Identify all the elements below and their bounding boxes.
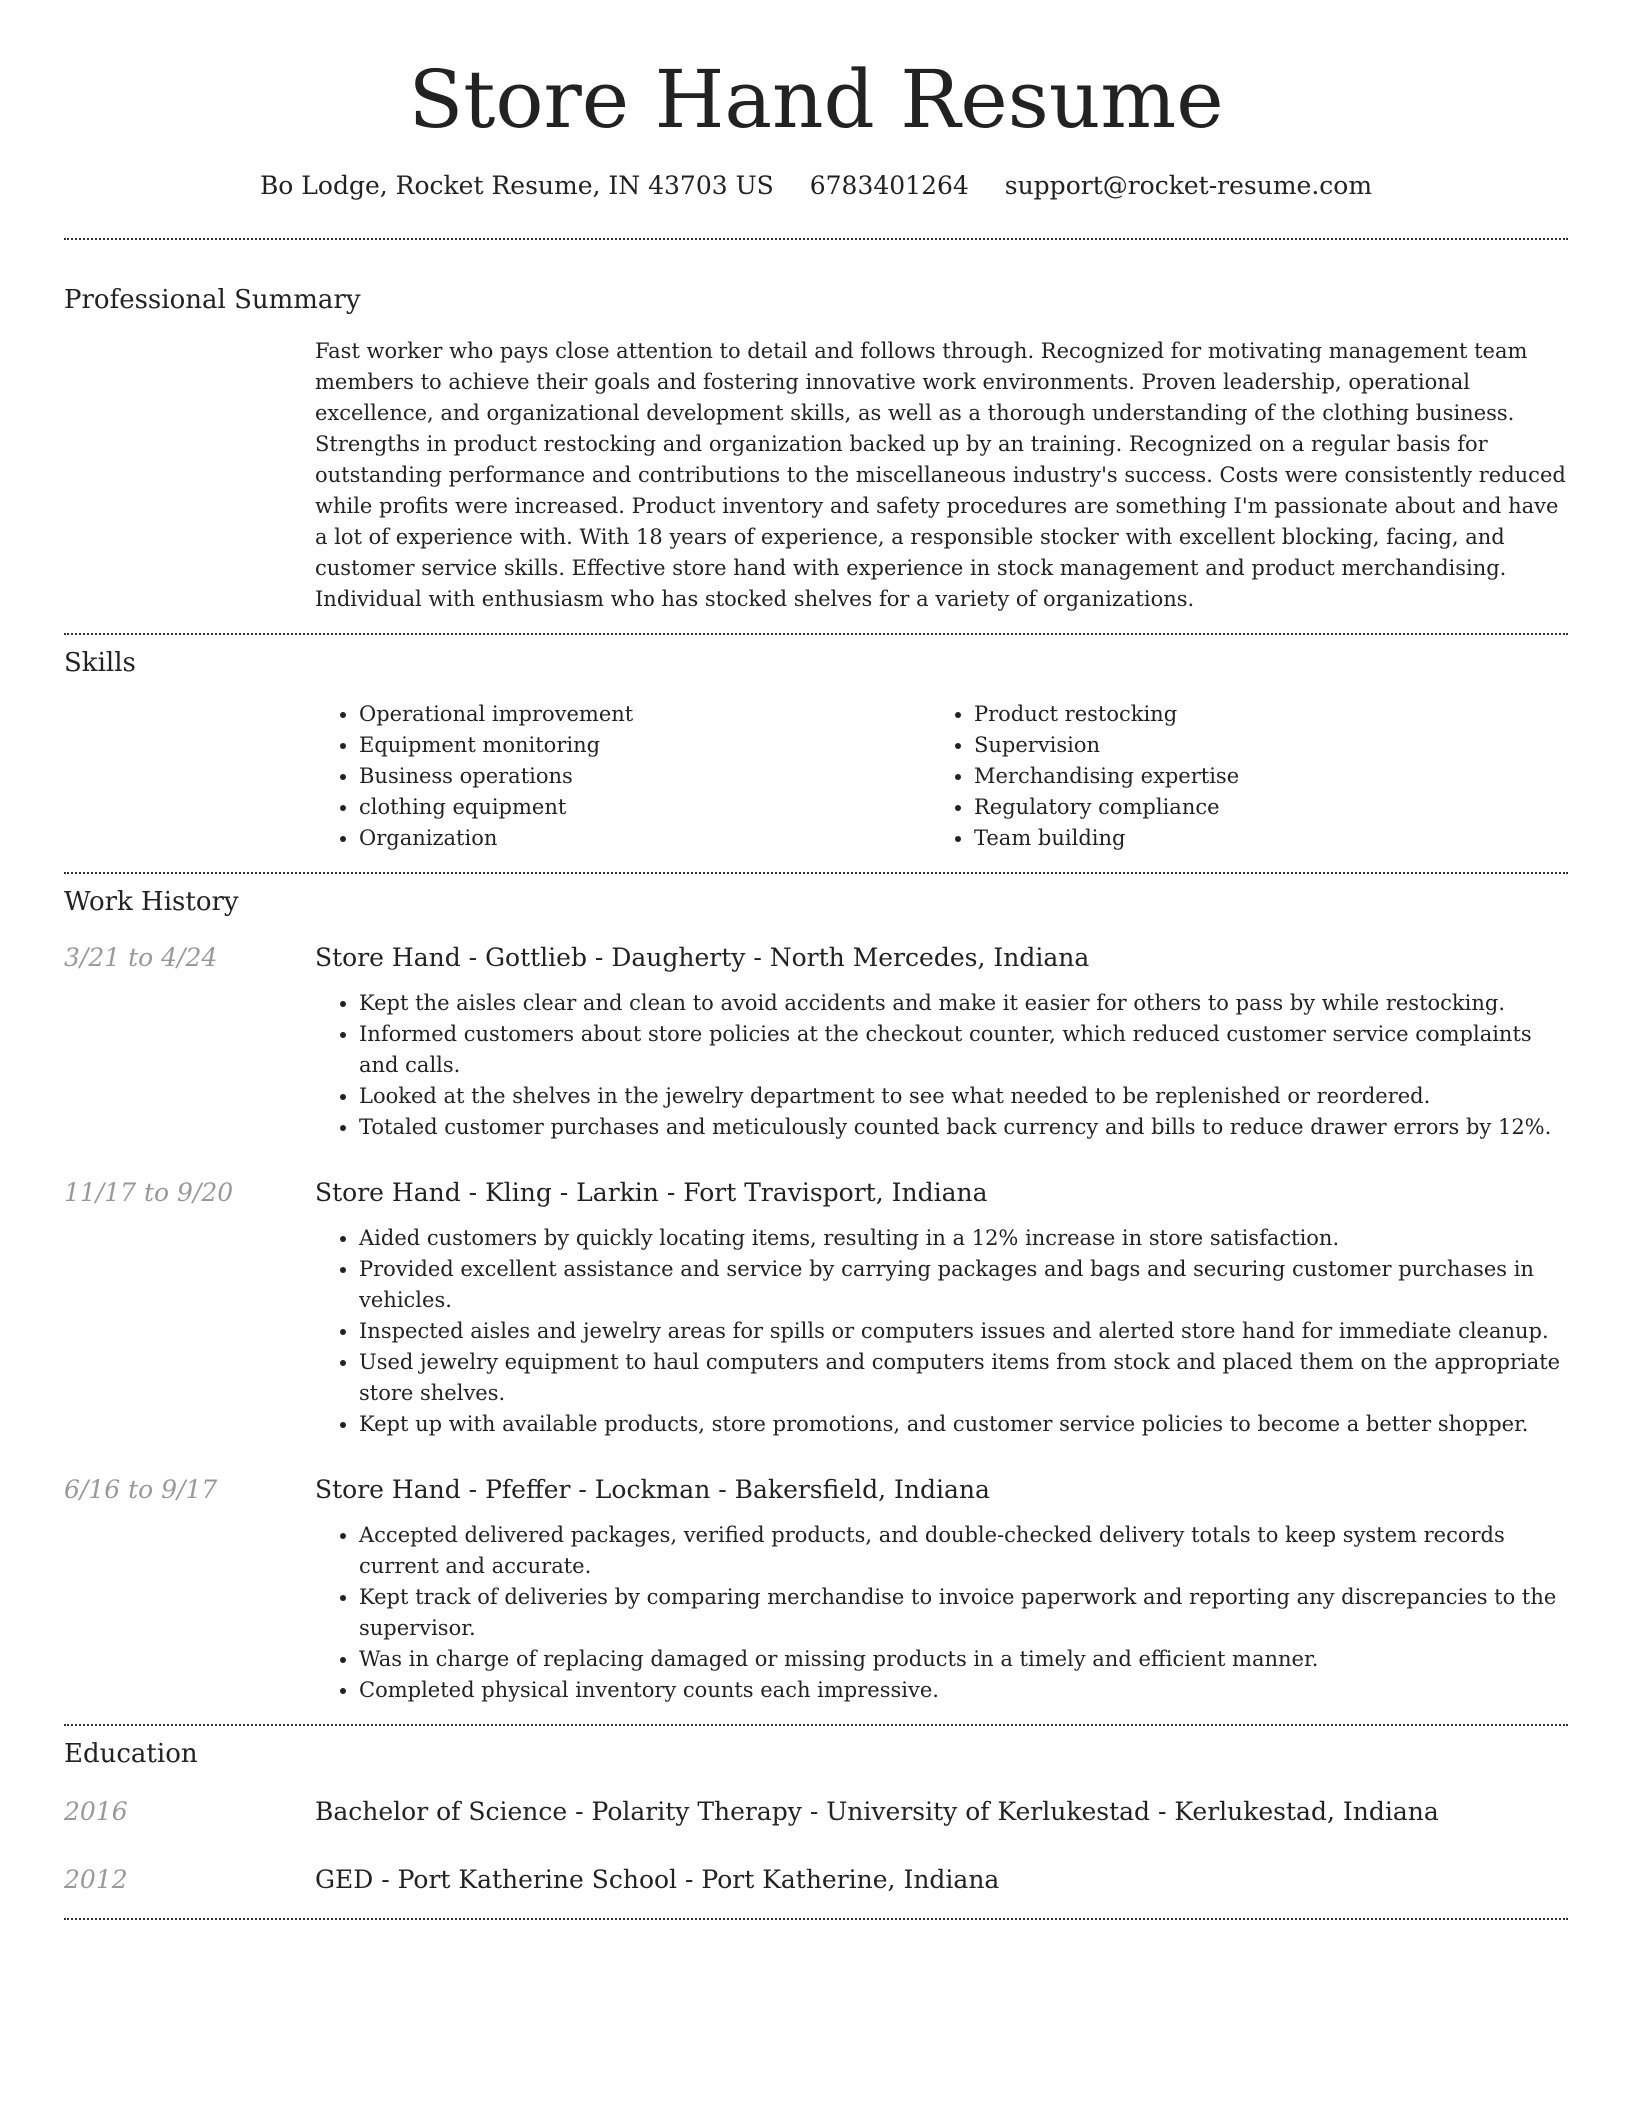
job-dates: 3/21 to 4/24 bbox=[64, 943, 218, 972]
skills-heading: Skills bbox=[64, 648, 136, 678]
contact-phone: 6783401264 bbox=[809, 171, 969, 200]
job-bullet: • Kept up with available products, store promotions, and customer service policies to become a better shopper. bbox=[359, 1409, 1568, 1440]
contact-email: support@rocket-resume.com bbox=[1004, 171, 1373, 200]
skill-item: • Operational improvement bbox=[359, 699, 930, 730]
divider bbox=[64, 1724, 1568, 1726]
job-dates: 6/16 to 9/17 bbox=[64, 1475, 218, 1504]
job-entry bbox=[64, 1175, 1568, 1440]
summary-text: Fast worker who pays close attention to detail and follows through. Recognized for motivating management team members to achieve their goals and fostering innovative work environments. Proven leadership, operational excellence, and organizational development skills, as well as a thorough understanding of the clothing business. Strengths in product restocking and organization backed up by an training. Recognized on a regular basis for outstanding performance and contributions to the miscellaneous industry's success. Costs were consistently reduced while profits were increased. Product inventory and safety procedures are something I'm passionate about and have a lot of experience with. With 18 years of experience, a responsible stocker with excellent blocking, facing, and customer service skills. Effective store hand with experience in stock management and product merchandising. Individual with enthusiasm who has stocked shelves for a variety of organizations. bbox=[315, 339, 1566, 611]
skill-item: • Team building bbox=[974, 823, 1545, 854]
contact-line bbox=[64, 168, 1568, 204]
skill-item: • Equipment monitoring bbox=[359, 730, 930, 761]
skill-item: • Regulatory compliance bbox=[974, 792, 1545, 823]
summary-heading: Professional Summary bbox=[64, 285, 361, 315]
divider bbox=[64, 1918, 1568, 1920]
job-title: Store Hand - Pfeffer - Lockman - Bakersfield, Indiana bbox=[315, 1475, 990, 1504]
skills-column-right bbox=[930, 699, 1545, 854]
resume-title: Store Hand Resume bbox=[408, 53, 1224, 146]
skills-list bbox=[315, 699, 1568, 854]
divider bbox=[64, 872, 1568, 874]
divider bbox=[64, 633, 1568, 635]
job-title: Store Hand - Kling - Larkin - Fort Travisport, Indiana bbox=[315, 1178, 988, 1207]
education-year: 2016 bbox=[64, 1797, 128, 1826]
job-details bbox=[315, 1472, 1568, 1706]
job-details bbox=[315, 940, 1568, 1143]
education-entry bbox=[64, 1862, 1568, 1898]
job-entry bbox=[64, 940, 1568, 1143]
job-bullet: • Looked at the shelves in the jewelry department to see what needed to be replenished or reordered. bbox=[359, 1081, 1568, 1112]
job-bullet: • Kept the aisles clear and clean to avoid accidents and make it easier for others to pass by while restocking. bbox=[359, 988, 1568, 1019]
skill-item: • Organization bbox=[359, 823, 930, 854]
job-details bbox=[315, 1175, 1568, 1440]
skill-item: • Merchandising expertise bbox=[974, 761, 1545, 792]
job-bullet: • Completed physical inventory counts each impressive. bbox=[359, 1675, 1568, 1706]
education-detail: Bachelor of Science - Polarity Therapy - University of Kerlukestad - Kerlukestad, Indiana bbox=[315, 1797, 1439, 1826]
skill-item: • Product restocking bbox=[974, 699, 1545, 730]
job-title: Store Hand - Gottlieb - Daugherty - North Mercedes, Indiana bbox=[315, 943, 1090, 972]
job-bullet: • Aided customers by quickly locating items, resulting in a 12% increase in store satisfaction. bbox=[359, 1223, 1568, 1254]
education-entry bbox=[64, 1794, 1568, 1830]
skill-item: • clothing equipment bbox=[359, 792, 930, 823]
job-dates: 11/17 to 9/20 bbox=[64, 1178, 234, 1207]
skills-column-left bbox=[315, 699, 930, 854]
job-bullet: • Informed customers about store policies at the checkout counter, which reduced customer service complaints and calls. bbox=[359, 1019, 1568, 1081]
education-heading: Education bbox=[64, 1739, 198, 1769]
job-bullets bbox=[315, 1520, 1568, 1706]
divider bbox=[64, 238, 1568, 240]
job-bullet: • Used jewelry equipment to haul computers and computers items from stock and placed them on the appropriate store shelves. bbox=[359, 1347, 1568, 1409]
job-bullet: • Inspected aisles and jewelry areas for spills or computers issues and alerted store hand for immediate cleanup. bbox=[359, 1316, 1568, 1347]
job-bullet: • Provided excellent assistance and service by carrying packages and bags and securing customer purchases in vehicles. bbox=[359, 1254, 1568, 1316]
job-bullet: • Was in charge of replacing damaged or missing products in a timely and efficient manner. bbox=[359, 1644, 1568, 1675]
contact-address: Bo Lodge, Rocket Resume, IN 43703 US bbox=[259, 171, 774, 200]
job-bullet: • Kept track of deliveries by comparing merchandise to invoice paperwork and reporting any discrepancies to the supervisor. bbox=[359, 1582, 1568, 1644]
skill-item: • Supervision bbox=[974, 730, 1545, 761]
skill-item: • Business operations bbox=[359, 761, 930, 792]
job-entry bbox=[64, 1472, 1568, 1706]
education-detail: GED - Port Katherine School - Port Katherine, Indiana bbox=[315, 1865, 1000, 1894]
job-bullet: • Accepted delivered packages, verified products, and double-checked delivery totals to keep system records current and accurate. bbox=[359, 1520, 1568, 1582]
education-year: 2012 bbox=[64, 1865, 128, 1894]
job-bullet: • Totaled customer purchases and meticulously counted back currency and bills to reduce drawer errors by 12%. bbox=[359, 1112, 1568, 1143]
job-bullets bbox=[315, 1223, 1568, 1440]
job-bullets bbox=[315, 988, 1568, 1143]
resume-page bbox=[64, 0, 1568, 1920]
work-heading: Work History bbox=[64, 887, 239, 917]
